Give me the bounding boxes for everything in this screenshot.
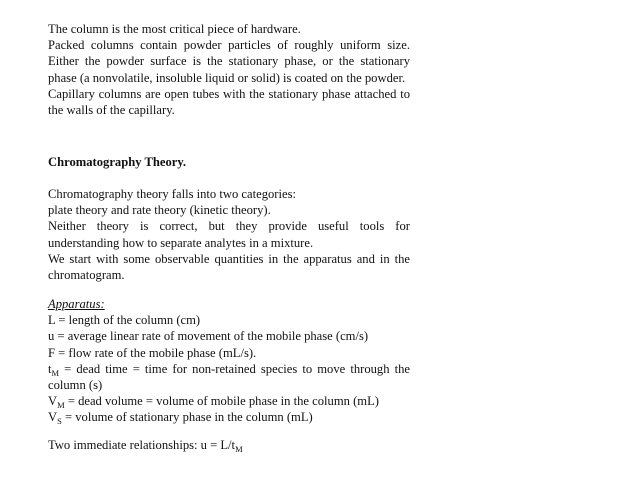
def-dead-volume: $V_M$ = dead volume = volume of mobile phase in the column (mL) [48, 394, 379, 411]
theory-paragraph-observables: We start with some observable quantities in the apparatus and in the chromatogram. [48, 251, 410, 283]
section-heading: Chromatography Theory. [48, 155, 187, 169]
theory-line-2: plate theory and rate theory (kinetic theory). [48, 203, 271, 218]
def-dead-time: $t_M$ = dead time = time for non-retained species to move through the column (s) [48, 361, 410, 393]
intro-section [48, 21, 410, 118]
relationships-line: Two immediate relationships: $u = L/t_M$ [48, 438, 243, 454]
capillary-columns-paragraph: Capillary columns are open tubes with the stationary phase attached to the walls of the capillary. [48, 86, 410, 118]
def-stationary-volume: $V_S$ = volume of stationary phase in the column (mL) [48, 410, 313, 427]
theory-paragraph-correctness: Neither theory is correct, but they provide useful tools for understanding how to separate analytes in a mixture. [48, 219, 410, 250]
intro-sentence: The column is the most critical piece of hardware. [48, 22, 301, 36]
apparatus-section [48, 296, 410, 426]
theory-line-1: Chromatography theory falls into two categories: [48, 187, 296, 201]
apparatus-heading: Apparatus: [48, 297, 105, 311]
def-linear-rate: u = average linear rate of movement of the mobile phase (cm/s) [48, 329, 369, 344]
def-length: L = length of the column (cm) [48, 313, 201, 328]
def-flow-rate: F = flow rate of the mobile phase (mL/s). [48, 345, 257, 360]
theory-section [48, 186, 410, 283]
packed-columns-paragraph: Packed columns contain powder particles of roughly uniform size. Either the powder surface is the stationary phase, or the stationary phase (a nonvolatile, insoluble liquid or solid) is coated on the powder. [48, 38, 410, 85]
